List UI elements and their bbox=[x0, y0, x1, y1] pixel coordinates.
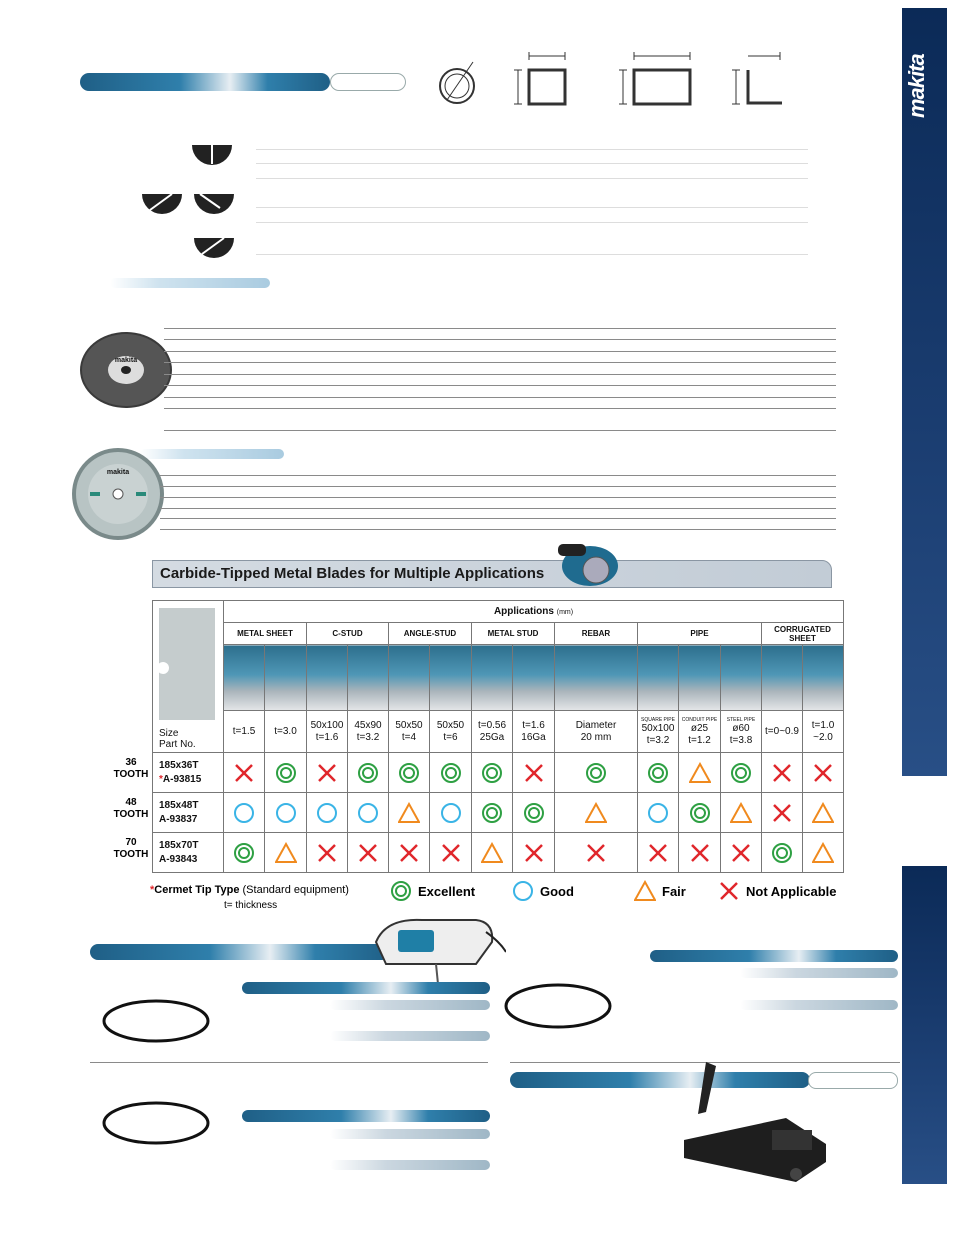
profile-diagrams bbox=[430, 48, 800, 110]
rule bbox=[164, 385, 836, 386]
tooth-label: 48 TOOTH bbox=[113, 797, 149, 820]
application-photo bbox=[389, 645, 430, 711]
rating-cell bbox=[307, 833, 348, 873]
section-header-abrasive bbox=[110, 278, 270, 288]
good-icon bbox=[233, 802, 255, 824]
applications-table bbox=[152, 600, 844, 873]
pipe-sublabel: SQUARE PIPE bbox=[641, 716, 675, 723]
rating-cell bbox=[430, 753, 472, 793]
dimension-cell: t=1.5 bbox=[224, 711, 265, 753]
rating-cell bbox=[265, 753, 307, 793]
good-icon bbox=[647, 802, 669, 824]
not-applicable-icon bbox=[647, 842, 669, 864]
rule bbox=[164, 430, 836, 431]
not-applicable-icon bbox=[585, 842, 607, 864]
not-applicable-icon bbox=[523, 842, 545, 864]
rating-cell bbox=[555, 753, 638, 793]
blade-image-cell bbox=[153, 601, 224, 753]
bandsaw-info-bar-1 bbox=[330, 1000, 490, 1010]
good-icon bbox=[512, 880, 534, 902]
rect-pipe-icon bbox=[619, 52, 690, 104]
part-size: 185x36T bbox=[159, 759, 199, 771]
svg-text:makita: makita bbox=[114, 357, 138, 364]
table-row bbox=[153, 833, 844, 873]
stand-image bbox=[676, 1058, 836, 1190]
dimension-cell: CONDUIT PIPE ø25 t=1.2 bbox=[679, 711, 721, 753]
excellent-icon bbox=[481, 802, 503, 824]
dimension-cell: t=1.6 16Ga bbox=[513, 711, 555, 753]
bandsaw-image bbox=[366, 912, 506, 984]
rating-cell bbox=[555, 793, 638, 833]
brand-logo: makita bbox=[904, 54, 929, 118]
dimension-cell: 50x100 t=1.6 bbox=[307, 711, 348, 753]
bandsaw-blade-loop-3 bbox=[502, 982, 614, 1030]
part-number: *A-93815 bbox=[159, 773, 202, 785]
table-row bbox=[153, 793, 844, 833]
legend-item bbox=[390, 880, 475, 902]
dimension-cell: t=0~0.9 bbox=[762, 711, 803, 753]
excellent-icon bbox=[357, 762, 379, 784]
fair-icon bbox=[275, 842, 297, 864]
dimension-cell: t=3.0 bbox=[265, 711, 307, 753]
square-pipe-icon bbox=[514, 52, 565, 104]
part-number: A-93837 bbox=[159, 813, 198, 825]
legend-thickness: t= thickness bbox=[224, 900, 278, 911]
bandsaw-section-bar bbox=[90, 944, 390, 960]
fair-icon bbox=[730, 802, 752, 824]
not-applicable-icon bbox=[316, 762, 338, 784]
category-header: C-STUD bbox=[307, 623, 389, 645]
application-photo bbox=[472, 645, 513, 711]
rating-cell bbox=[472, 753, 513, 793]
not-applicable-icon bbox=[233, 762, 255, 784]
excellent-icon bbox=[523, 802, 545, 824]
not-applicable-icon bbox=[523, 762, 545, 784]
rule bbox=[160, 518, 836, 519]
good-icon bbox=[316, 802, 338, 824]
size-label: Size bbox=[159, 728, 179, 739]
side-band-bottom bbox=[902, 866, 947, 1184]
cut-icons bbox=[140, 142, 240, 260]
rule bbox=[256, 222, 808, 223]
rating-cell bbox=[513, 793, 555, 833]
rating-cell bbox=[803, 833, 844, 873]
rule bbox=[160, 497, 836, 498]
applications-header: Applications (mm) bbox=[224, 601, 844, 623]
dimension-cell: 50x50 t=4 bbox=[389, 711, 430, 753]
rating-cell bbox=[803, 793, 844, 833]
rating-cell bbox=[679, 793, 721, 833]
part-number: A-93843 bbox=[159, 853, 198, 865]
top-section-pill bbox=[330, 73, 406, 91]
rating-cell bbox=[389, 753, 430, 793]
legend-label: Excellent bbox=[418, 883, 476, 899]
right-info-bar-1 bbox=[740, 968, 898, 978]
excellent-icon bbox=[647, 762, 669, 784]
blade-thumb-image bbox=[159, 608, 215, 720]
dimension-cell: t=0.56 25Ga bbox=[472, 711, 513, 753]
excellent-icon bbox=[440, 762, 462, 784]
svg-text:makita: makita bbox=[106, 469, 130, 476]
part-cell bbox=[153, 753, 224, 793]
rating-cell bbox=[224, 753, 265, 793]
dimension-cell: 50x50 t=6 bbox=[430, 711, 472, 753]
rule bbox=[256, 207, 808, 208]
rating-cell bbox=[224, 833, 265, 873]
banner-title: Carbide-Tipped Metal Blades for Multiple Applications bbox=[160, 565, 545, 582]
part-size: 185x48T bbox=[159, 799, 199, 811]
bandsaw-sub-bar-2 bbox=[242, 1110, 490, 1122]
category-header: ANGLE-STUD bbox=[389, 623, 472, 645]
dimension-cell: SQUARE PIPE 50x100 t=3.2 bbox=[638, 711, 679, 753]
application-photo bbox=[721, 645, 762, 711]
excellent-icon bbox=[689, 802, 711, 824]
good-icon bbox=[357, 802, 379, 824]
rating-cell bbox=[803, 753, 844, 793]
rule bbox=[164, 351, 836, 352]
rule bbox=[160, 508, 836, 509]
legend-label: Fair bbox=[662, 883, 686, 899]
bandsaw-info-bar-4 bbox=[330, 1160, 490, 1170]
right-section-bar bbox=[650, 950, 898, 962]
category-header: PIPE bbox=[638, 623, 762, 645]
pipe-sublabel: STEEL PIPE bbox=[726, 716, 756, 723]
application-photo bbox=[803, 645, 844, 711]
fair-icon bbox=[634, 880, 656, 902]
rating-cell bbox=[721, 793, 762, 833]
application-photo bbox=[762, 645, 803, 711]
excellent-icon bbox=[730, 762, 752, 784]
excellent-icon bbox=[585, 762, 607, 784]
application-photo bbox=[513, 645, 555, 711]
not-applicable-icon bbox=[812, 762, 834, 784]
dimension-cell: Diameter 20 mm bbox=[555, 711, 638, 753]
not-applicable-icon bbox=[718, 880, 740, 902]
rule bbox=[256, 149, 808, 150]
part-cell bbox=[153, 833, 224, 873]
round-pipe-icon bbox=[440, 62, 474, 103]
carbide-blade-image bbox=[70, 446, 166, 542]
circular-saw-image bbox=[552, 530, 624, 588]
legend-label: Not Applicable bbox=[746, 883, 837, 899]
rule bbox=[256, 178, 808, 179]
part-cell bbox=[153, 793, 224, 833]
rating-cell bbox=[762, 793, 803, 833]
excellent-icon bbox=[398, 762, 420, 784]
not-applicable-icon bbox=[357, 842, 379, 864]
rule bbox=[164, 339, 836, 340]
application-photo bbox=[638, 645, 679, 711]
rating-cell bbox=[307, 753, 348, 793]
good-icon bbox=[440, 802, 462, 824]
excellent-icon bbox=[390, 880, 412, 902]
rule bbox=[90, 1062, 488, 1063]
category-header: CORRUGATED SHEET bbox=[762, 623, 844, 645]
rating-cell bbox=[348, 793, 389, 833]
rating-cell bbox=[638, 793, 679, 833]
rule bbox=[256, 163, 808, 164]
rule bbox=[164, 374, 836, 375]
right-info-bar-2 bbox=[740, 1000, 898, 1010]
rule bbox=[160, 529, 836, 530]
bandsaw-info-bar-2 bbox=[330, 1031, 490, 1041]
rating-cell bbox=[638, 753, 679, 793]
dimension-cell: STEEL PIPE ø60 t=3.8 bbox=[721, 711, 762, 753]
rule bbox=[160, 486, 836, 487]
dimension-cell: 45x90 t=3.2 bbox=[348, 711, 389, 753]
excellent-icon bbox=[233, 842, 255, 864]
fair-icon bbox=[812, 802, 834, 824]
pipe-sublabel: CONDUIT PIPE bbox=[681, 716, 718, 723]
excellent-icon bbox=[481, 762, 503, 784]
rating-cell bbox=[224, 793, 265, 833]
application-photo bbox=[307, 645, 348, 711]
rating-cell bbox=[513, 833, 555, 873]
bandsaw-info-bar-3 bbox=[330, 1129, 490, 1139]
rating-cell bbox=[638, 833, 679, 873]
tooth-label: 70 TOOTH bbox=[113, 837, 149, 860]
bandsaw-sub-bar-1 bbox=[242, 982, 490, 994]
rating-cell bbox=[762, 833, 803, 873]
excellent-icon bbox=[275, 762, 297, 784]
rating-cell bbox=[307, 793, 348, 833]
rating-cell bbox=[472, 833, 513, 873]
legend-item bbox=[512, 880, 574, 902]
rating-cell bbox=[679, 753, 721, 793]
fair-icon bbox=[689, 762, 711, 784]
rating-cell bbox=[348, 753, 389, 793]
application-photo bbox=[555, 645, 638, 711]
category-header: METAL STUD bbox=[472, 623, 555, 645]
application-photo bbox=[224, 645, 265, 711]
rating-cell bbox=[762, 753, 803, 793]
fair-icon bbox=[481, 842, 503, 864]
angle-icon bbox=[732, 52, 782, 104]
rating-cell bbox=[721, 833, 762, 873]
bandsaw-blade-loop-1 bbox=[100, 998, 212, 1044]
rating-cell bbox=[389, 833, 430, 873]
application-photo bbox=[679, 645, 721, 711]
rule bbox=[164, 397, 836, 398]
part-label: Part No. bbox=[159, 739, 196, 750]
legend-item bbox=[634, 880, 686, 902]
fair-icon bbox=[398, 802, 420, 824]
rule bbox=[256, 254, 808, 255]
rating-cell bbox=[513, 753, 555, 793]
not-applicable-icon bbox=[316, 842, 338, 864]
rule bbox=[164, 408, 836, 409]
legend-item bbox=[718, 880, 837, 902]
category-header: REBAR bbox=[555, 623, 638, 645]
rating-cell bbox=[721, 753, 762, 793]
tooth-label: 36 TOOTH bbox=[113, 757, 149, 780]
not-applicable-icon bbox=[730, 842, 752, 864]
table-row bbox=[153, 753, 844, 793]
not-applicable-icon bbox=[771, 802, 793, 824]
legend-label: Good bbox=[540, 883, 574, 899]
not-applicable-icon bbox=[689, 842, 711, 864]
rating-cell bbox=[265, 833, 307, 873]
rating-cell bbox=[389, 793, 430, 833]
dimension-cell: t=1.0 ~2.0 bbox=[803, 711, 844, 753]
excellent-icon bbox=[771, 842, 793, 864]
rule bbox=[160, 475, 836, 476]
rating-cell bbox=[555, 833, 638, 873]
rating-cell bbox=[265, 793, 307, 833]
not-applicable-icon bbox=[771, 762, 793, 784]
rule bbox=[164, 362, 836, 363]
rating-cell bbox=[348, 833, 389, 873]
not-applicable-icon bbox=[440, 842, 462, 864]
side-band-top bbox=[902, 8, 947, 776]
rating-cell bbox=[430, 793, 472, 833]
application-photo bbox=[430, 645, 472, 711]
application-photo bbox=[348, 645, 389, 711]
part-size: 185x70T bbox=[159, 839, 199, 851]
good-icon bbox=[275, 802, 297, 824]
rating-cell bbox=[679, 833, 721, 873]
not-applicable-icon bbox=[398, 842, 420, 864]
application-photo bbox=[265, 645, 307, 711]
bandsaw-blade-loop-2 bbox=[100, 1100, 212, 1146]
fair-icon bbox=[812, 842, 834, 864]
rating-cell bbox=[472, 793, 513, 833]
legend-cermet: *Cermet Tip Type (Standard equipment) bbox=[150, 884, 349, 896]
fair-icon bbox=[585, 802, 607, 824]
abrasive-disc-image bbox=[78, 330, 174, 410]
top-section-bar bbox=[80, 73, 330, 91]
rule bbox=[164, 328, 836, 329]
rating-cell bbox=[430, 833, 472, 873]
category-header: METAL SHEET bbox=[224, 623, 307, 645]
